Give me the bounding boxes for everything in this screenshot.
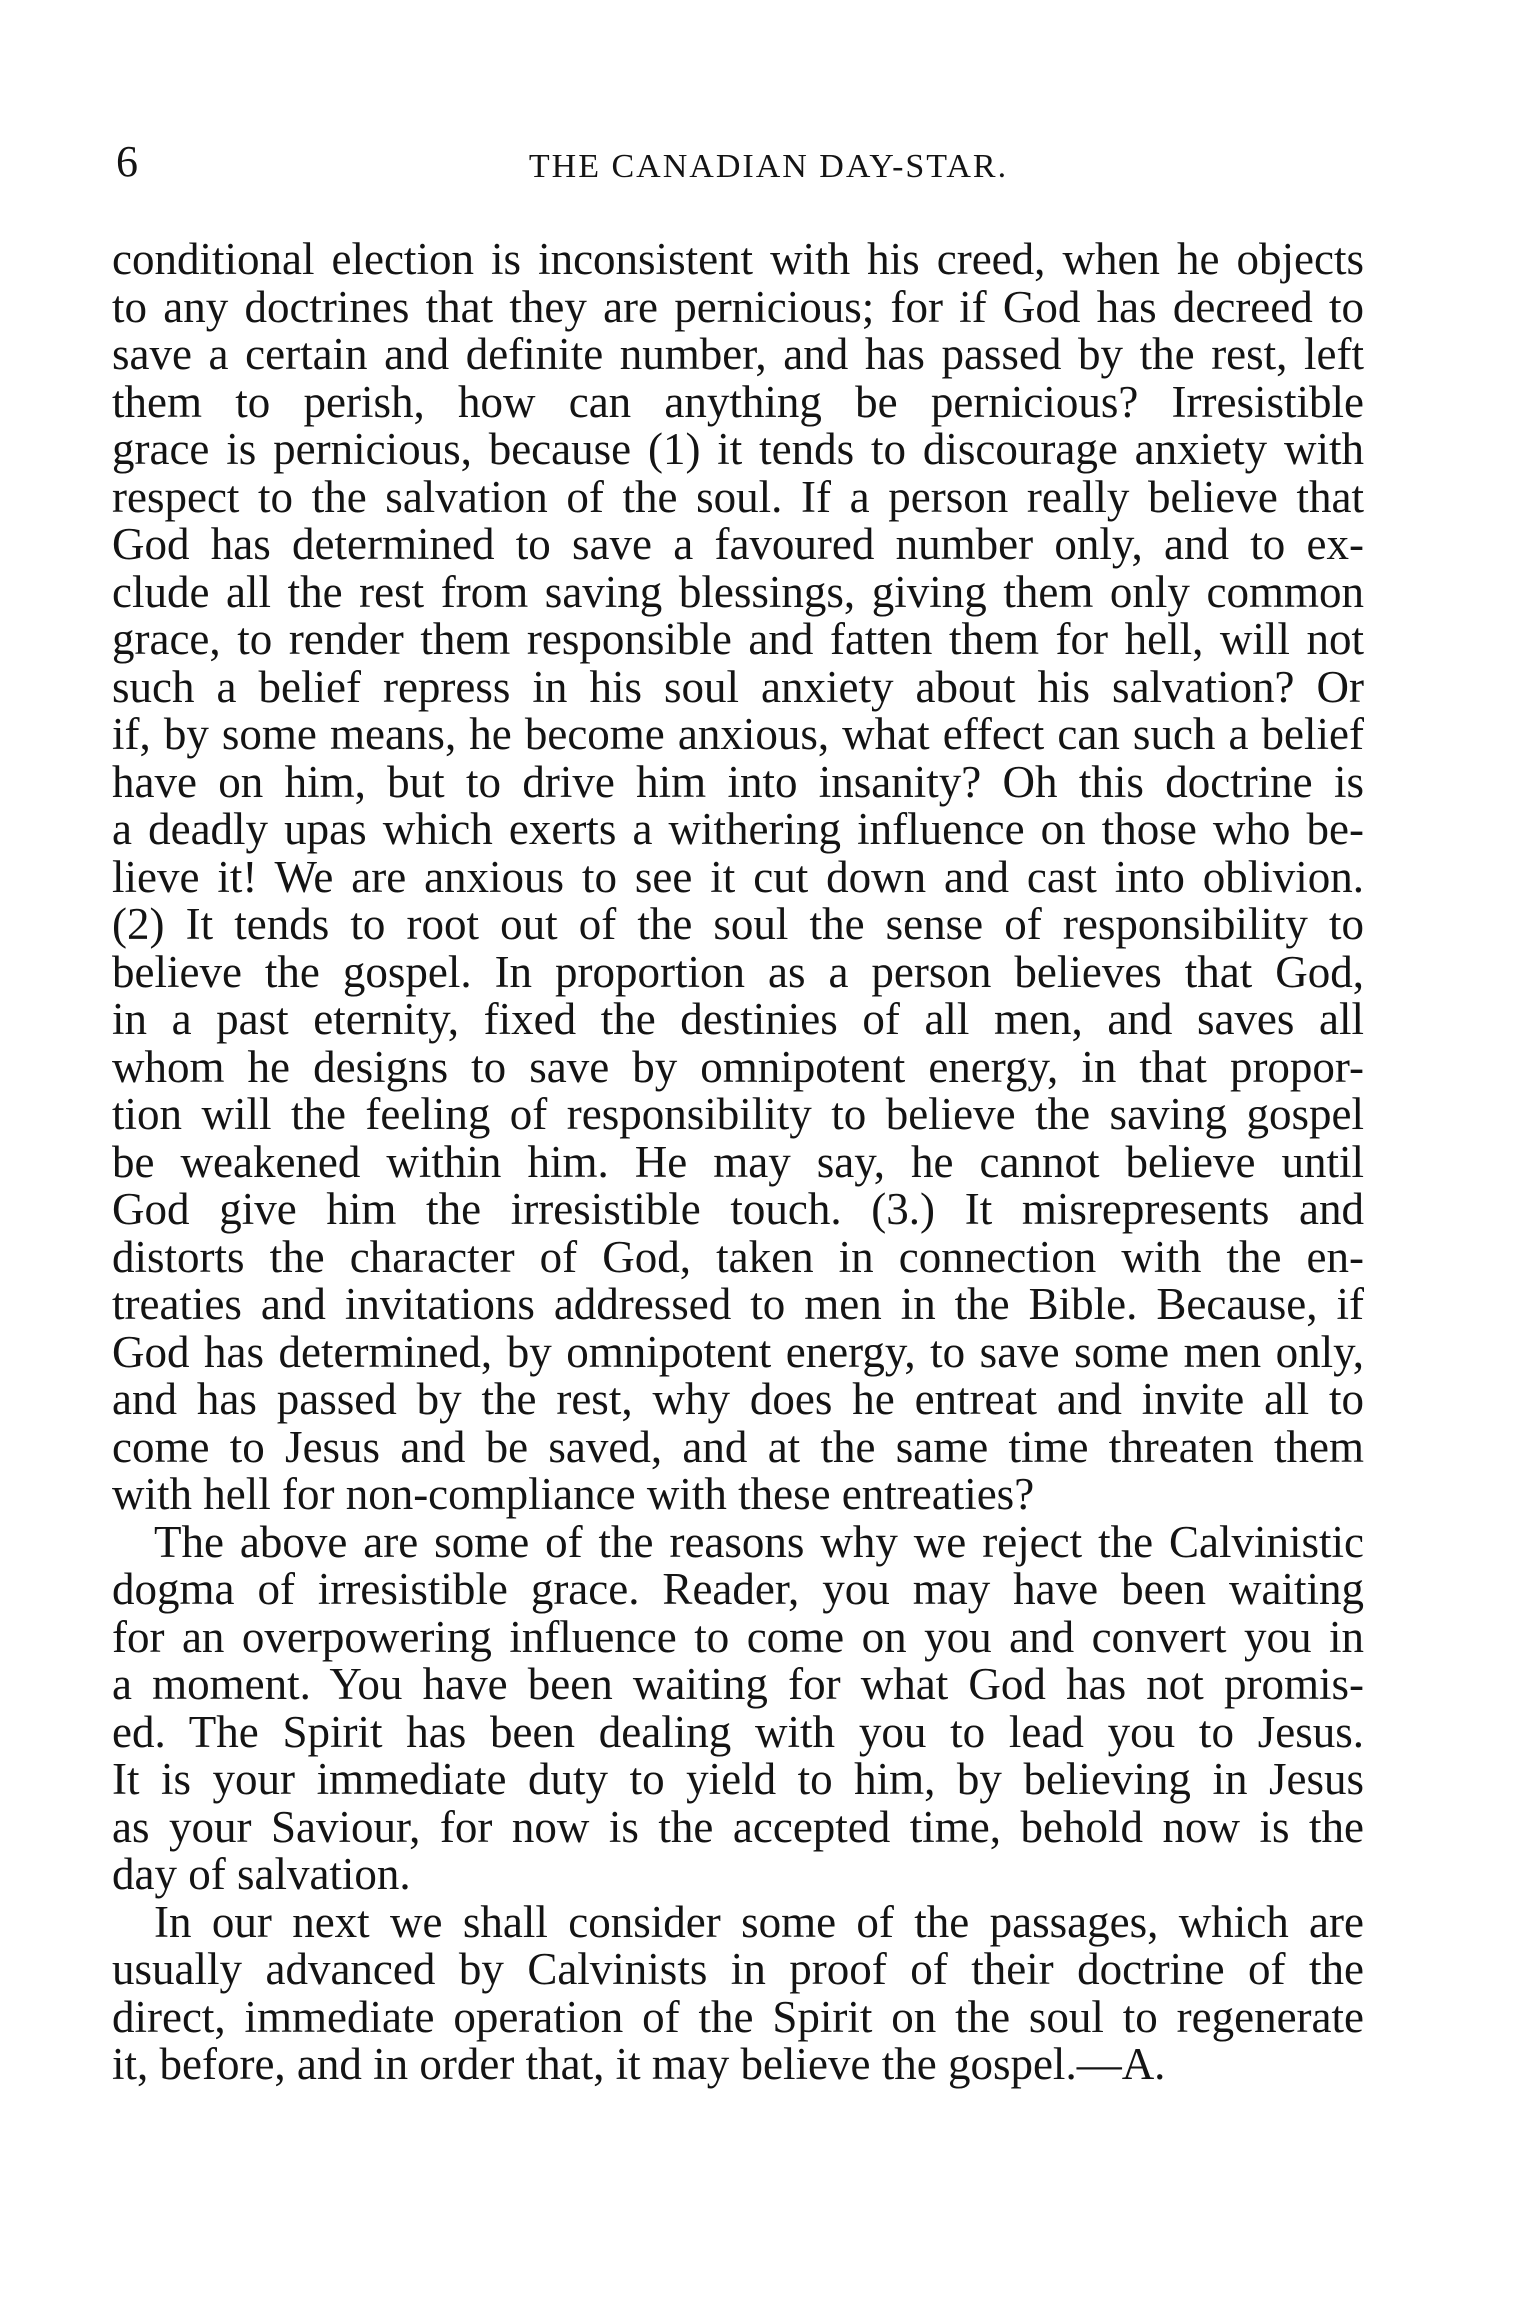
text-line: a moment. You have been waiting for what God has not promis-: [112, 1659, 1364, 1709]
text-line: conditional election is inconsistent with his creed, when he objects: [112, 234, 1364, 284]
text-line: ed. The Spirit has been dealing with you to lead you to Jesus.: [112, 1706, 1364, 1757]
text-line: have on him, but to drive him into insanity? Oh this doctrine is: [112, 756, 1364, 807]
text-line: and has passed by the rest, why does he entreat and invite all to: [112, 1374, 1364, 1424]
text-line: come to Jesus and be saved, and at the same time threaten them: [112, 1421, 1364, 1472]
text-line: them to perish, how can anything be pernicious? Irresistible: [112, 376, 1364, 427]
text-line: if, by some means, he become anxious, what effect can such a belief: [112, 709, 1364, 759]
text-line: be weakened within him. He may say, he cannot believe until: [112, 1136, 1364, 1187]
paragraph-3: [112, 1896, 1364, 2089]
text-line: treaties and invitations addressed to men in the Bible. Because, if: [112, 1279, 1364, 1329]
text-line: grace is pernicious, because (1) it tends to discourage anxiety with: [112, 424, 1364, 474]
text-line: in a past eternity, fixed the destinies of all men, and saves all: [112, 994, 1364, 1044]
text-line: such a belief repress in his soul anxiety about his salvation? Or: [112, 661, 1364, 712]
text-line: a deadly upas which exerts a withering influence on those who be-: [112, 804, 1364, 854]
text-line: usually advanced by Calvinists in proof of their doctrine of the: [112, 1944, 1364, 1994]
text-line: day of salvation.: [112, 1849, 411, 1899]
text-line: God give him the irresistible touch. (3.) It misrepresents and: [112, 1184, 1364, 1234]
text-line: (2) It tends to root out of the soul the sense of responsibility to: [112, 899, 1364, 949]
text-line: God has determined, by omnipotent energy, to save some men only,: [112, 1326, 1364, 1377]
text-line: distorts the character of God, taken in connection with the en-: [112, 1231, 1364, 1282]
text-line: respect to the salvation of the soul. If a person really believe that: [112, 471, 1364, 522]
text-line: direct, immediate operation of the Spirit on the soul to regenerate: [112, 1991, 1364, 2042]
article-body: [112, 236, 1364, 2089]
paragraph-2: [112, 1516, 1364, 1899]
text-line: to any doctrines that they are pernicious; for if God has decreed to: [112, 281, 1364, 332]
text-line: tion will the feeling of responsibility to believe the saving gospel: [112, 1089, 1364, 1139]
text-line: It is your immediate duty to yield to him, by believing in Jesus: [112, 1754, 1364, 1804]
text-line: The above are some of the reasons why we reject the Calvinistic: [154, 1516, 1364, 1567]
text-line: for an overpowering influence to come on you and convert you in: [112, 1611, 1364, 1662]
text-line: In our next we shall consider some of the passages, which are: [154, 1896, 1364, 1947]
paragraph-1: [112, 236, 1364, 1519]
text-line: it, before, and in order that, it may believe the gospel.—A.: [112, 2039, 1166, 2089]
text-line: with hell for non-compliance with these entreaties?: [112, 1469, 1035, 1519]
text-line: as your Saviour, for now is the accepted time, behold now is the: [112, 1801, 1364, 1852]
text-line: lieve it! We are anxious to see it cut down and cast into oblivion.: [112, 851, 1364, 902]
text-line: clude all the rest from saving blessings, giving them only common: [112, 566, 1364, 617]
text-line: save a certain and definite number, and has passed by the rest, left: [112, 329, 1364, 379]
running-title: THE CANADIAN DAY-STAR.: [528, 148, 1009, 185]
text-line: God has determined to save a favoured number only, and to ex-: [112, 519, 1364, 569]
text-line: dogma of irresistible grace. Reader, you may have been waiting: [112, 1564, 1364, 1614]
page-number: 6: [116, 137, 138, 186]
text-line: grace, to render them responsible and fatten them for hell, will not: [112, 614, 1364, 664]
text-line: whom he designs to save by omnipotent energy, in that propor-: [112, 1041, 1364, 1092]
text-line: believe the gospel. In proportion as a person believes that God,: [112, 946, 1364, 997]
